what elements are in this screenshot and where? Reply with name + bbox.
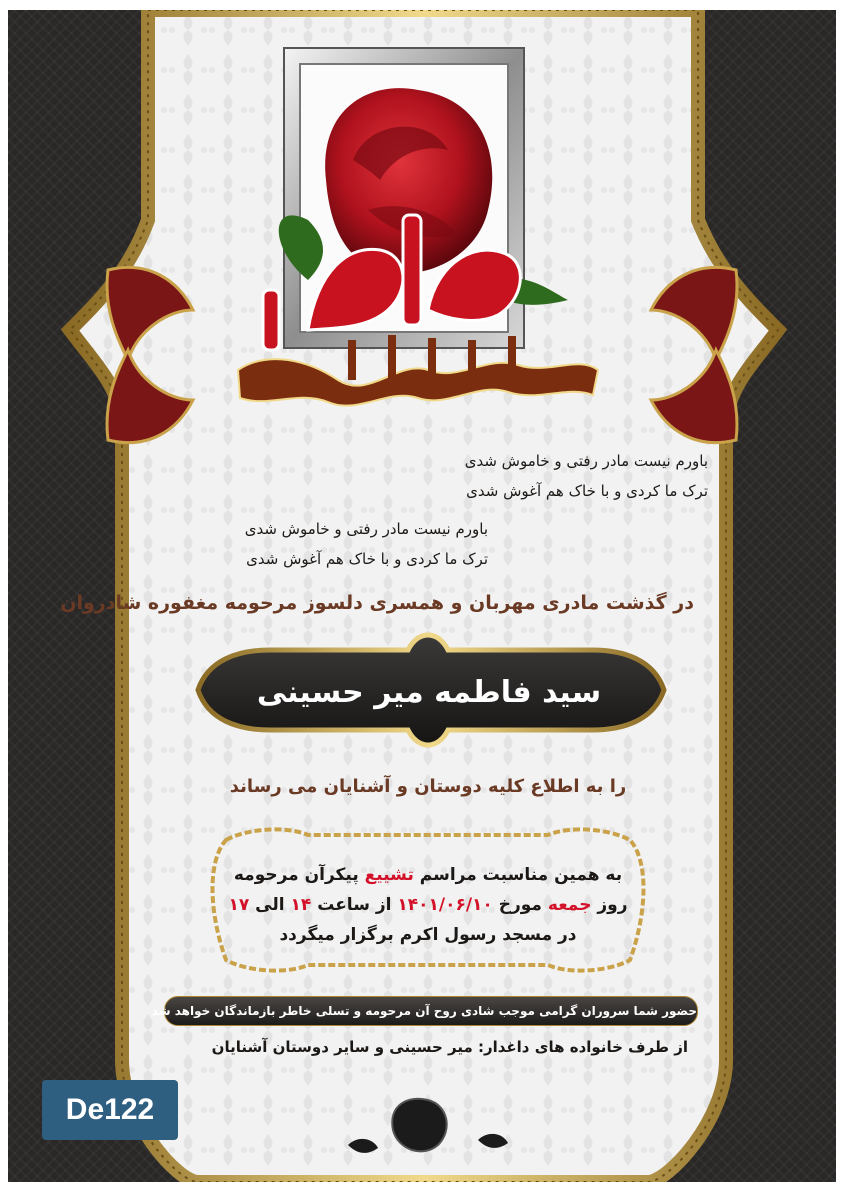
ceremony-end: ۱۷: [228, 895, 250, 915]
ceremony-to: الی: [255, 895, 285, 915]
design-code-badge: De122: [42, 1080, 178, 1140]
poem-middle-line-2: ترک ما کردی و با خاک هم آغوش شدی: [246, 550, 488, 568]
ceremony-details: [218, 860, 638, 950]
ceremony-from: از ساعت: [317, 895, 392, 915]
condolence-banner: حضور شما سروران گرامی موجب شادی روح آن مرحومه و تسلی خاطر بازماندگان خواهد شد: [164, 996, 698, 1026]
ceremony-date-label: مورخ: [498, 895, 542, 915]
headline: در گذشت مادری مهربان و همسری دلسوز مرحومه مغفوره شادروان: [60, 592, 694, 614]
ceremony-line-3: در مسجد رسول اکرم برگزار میگردد: [279, 925, 577, 945]
ceremony-line2-prefix: روز: [597, 895, 628, 915]
poem-middle-line-1: باورم نیست مادر رفتی و خاموش شدی: [244, 520, 488, 538]
name-plate: [176, 630, 682, 756]
poem-middle: [168, 514, 488, 574]
from-family: از طرف خانواده های داغدار: میر حسینی و سایر دوستان آشنایان: [211, 1038, 688, 1056]
ceremony-day: جمعه: [547, 895, 592, 915]
ceremony-line-1: [218, 860, 638, 890]
poem-top: [388, 446, 708, 506]
ceremony-line-2: [218, 890, 638, 920]
announcement: را به اطلاع کلیه دوستان و آشنایان می رساند: [229, 776, 627, 797]
ceremony-start: ۱۴: [290, 895, 312, 915]
ceremony-line1-highlight: تشییع: [364, 865, 414, 885]
ceremony-date: ۱۴۰۱/۰۶/۱۰: [397, 895, 493, 915]
memorial-poster: [8, 10, 836, 1182]
poem-top-line-1: باورم نیست مادر رفتی و خاموش شدی: [464, 452, 708, 470]
poem-top-line-2: ترک ما کردی و با خاک هم آغوش شدی: [466, 482, 708, 500]
ceremony-line1-before: به همین مناسبت مراسم: [419, 865, 623, 885]
deceased-name: سید فاطمه میر حسینی: [256, 675, 602, 710]
ceremony-line1-after: پیکرآن مرحومه: [233, 865, 359, 885]
